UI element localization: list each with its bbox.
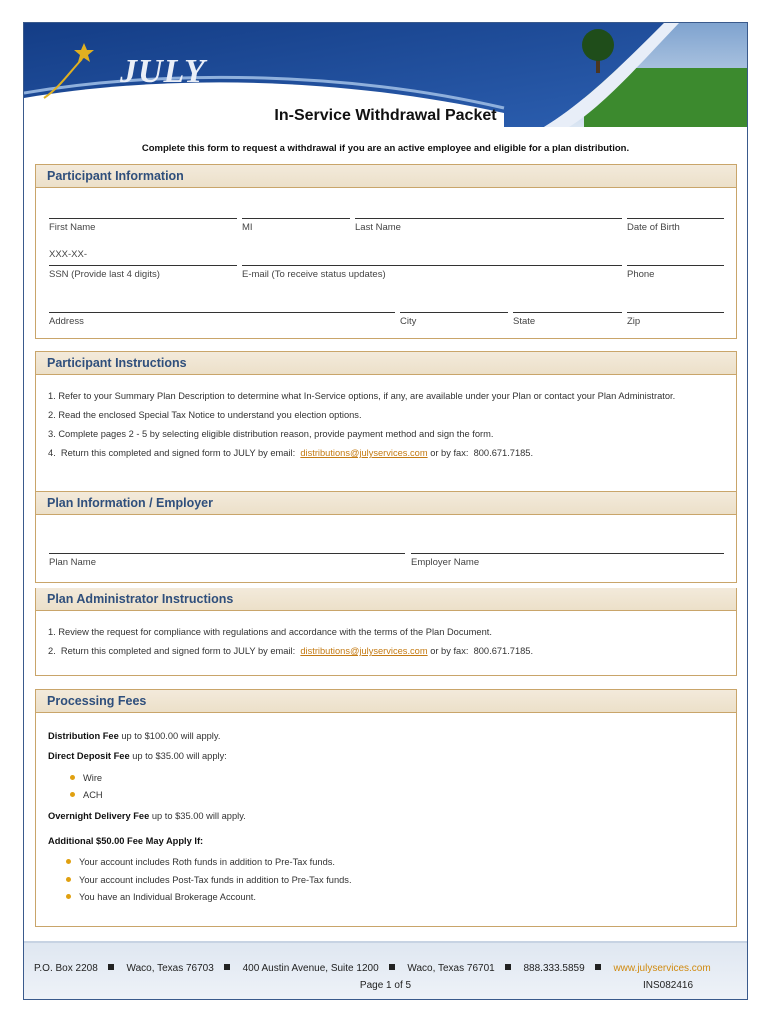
section-heading: Plan Administrator Instructions (36, 588, 736, 611)
admin-instructions-list (48, 627, 533, 665)
section-heading: Participant Instructions (36, 352, 736, 375)
separator-icon (505, 964, 511, 970)
address-label: Address (49, 316, 84, 327)
list-item (48, 448, 675, 467)
list-item (48, 646, 533, 665)
ssn-field[interactable] (49, 265, 237, 280)
fee-text: up to $100.00 will apply. (118, 731, 221, 741)
instruction-text: 4. Return this completed and signed form to JULY by email: (48, 448, 301, 458)
option-text: Wire (83, 773, 103, 783)
fee-label: Additional $50.00 Fee May Apply If: (48, 836, 204, 846)
participant-information-section (35, 164, 737, 339)
mailing-city: Waco, Texas 76703 (126, 963, 214, 974)
state-label: State (513, 316, 536, 327)
city-field[interactable] (400, 312, 508, 327)
list-item: 2. Read the enclosed Special Tax Notice to understand you election options. (48, 410, 362, 420)
list-item (66, 892, 256, 902)
separator-icon (108, 964, 114, 970)
po-box: P.O. Box 2208 (34, 963, 98, 974)
participant-instructions-section (35, 351, 737, 495)
section-heading: Processing Fees (36, 690, 736, 713)
separator-icon (224, 964, 230, 970)
footer-contact (34, 963, 721, 974)
fee-text: up to $35.00 will apply. (149, 811, 246, 821)
fee-label: Direct Deposit Fee (48, 751, 130, 761)
section-heading: Plan Information / Employer (36, 492, 736, 515)
separator-icon (595, 964, 601, 970)
fee-label: Overnight Delivery Fee (48, 811, 150, 821)
processing-fees-section (35, 689, 737, 927)
july-logo: JULY (120, 53, 206, 90)
ssn-label: SSN (Provide last 4 digits) (49, 269, 160, 280)
option-text: ACH (83, 790, 103, 800)
ssn-prefill: XXX-XX- (49, 249, 88, 260)
first-name-label: First Name (49, 222, 96, 233)
fee-label: Distribution Fee (48, 731, 119, 741)
state-field[interactable] (513, 312, 622, 327)
employer-name-label: Employer Name (411, 557, 480, 568)
phone-field[interactable] (627, 265, 724, 280)
email-label: E-mail (To receive status updates) (242, 269, 386, 280)
bullet-icon (70, 775, 75, 780)
plan-administrator-instructions-section (35, 588, 737, 676)
list-item (70, 773, 102, 783)
website-link[interactable]: www.julyservices.com (613, 963, 711, 974)
dob-label: Date of Birth (627, 222, 680, 233)
bullet-icon (70, 792, 75, 797)
phone-label: Phone (627, 269, 655, 280)
zip-label: Zip (627, 316, 641, 327)
bullet-icon (66, 877, 71, 882)
list-item (66, 875, 352, 885)
mi-field[interactable] (242, 218, 350, 233)
page-subtitle: Complete this form to request a withdrawal if you are an active employee and eligible for a plan distribution. (141, 143, 630, 154)
instructions-list (48, 391, 675, 467)
condition-text: You have an Individual Brokerage Account. (79, 892, 256, 902)
page-footer (24, 941, 747, 999)
page-title: In-Service Withdrawal Packet (274, 107, 497, 124)
employer-name-field[interactable] (411, 553, 724, 568)
instruction-text: or by fax: 800.671.7185. (427, 646, 534, 656)
date-of-birth-field[interactable] (627, 218, 724, 233)
overnight-delivery-fee (48, 811, 246, 821)
condition-text: Your account includes Post-Tax funds in addition to Pre-Tax funds. (79, 875, 352, 885)
additional-fee-heading (48, 836, 203, 846)
email-link[interactable]: distributions@julyservices.com (300, 448, 428, 458)
zip-field[interactable] (627, 312, 724, 327)
direct-deposit-fee (48, 751, 227, 761)
street-city: Waco, Texas 76701 (407, 963, 495, 974)
mi-label: MI (242, 222, 253, 233)
street-address: 400 Austin Avenue, Suite 1200 (242, 963, 379, 974)
city-label: City (400, 316, 417, 327)
first-name-field[interactable] (49, 218, 237, 233)
last-name-field[interactable] (355, 218, 622, 233)
instruction-text: 2. Return this completed and signed form to JULY by email: (48, 646, 301, 656)
address-field[interactable] (49, 312, 395, 327)
separator-icon (389, 964, 395, 970)
plan-name-label: Plan Name (49, 557, 96, 568)
form-code: INS082416 (643, 980, 694, 991)
fee-text: up to $35.00 will apply: (129, 751, 227, 761)
condition-text: Your account includes Roth funds in addition to Pre-Tax funds. (79, 857, 335, 867)
plan-information-section (35, 491, 737, 583)
bullet-icon (66, 859, 71, 864)
bullet-icon (66, 894, 71, 899)
list-item: 3. Complete pages 2 - 5 by selecting eligible distribution reason, provide payment method and sign the form. (48, 429, 494, 439)
list-item: 1. Refer to your Summary Plan Description to determine what In-Service options, if any, are available under your Plan or contact your Plan Administrator. (48, 391, 676, 401)
page-number: Page 1 of 5 (359, 980, 412, 991)
form-page (23, 22, 748, 1000)
instruction-text: or by fax: 800.671.7185. (427, 448, 534, 458)
distribution-fee (48, 731, 220, 741)
last-name-label: Last Name (355, 222, 401, 233)
email-field[interactable] (242, 265, 622, 280)
section-heading: Participant Information (36, 165, 736, 188)
list-item (66, 857, 335, 867)
list-item (70, 790, 103, 800)
email-link[interactable]: distributions@julyservices.com (300, 646, 428, 656)
phone-number: 888.333.5859 (523, 963, 585, 974)
list-item: 1. Review the request for compliance with regulations and accordance with the terms of the Plan Document. (48, 627, 492, 637)
plan-name-field[interactable] (49, 553, 405, 568)
